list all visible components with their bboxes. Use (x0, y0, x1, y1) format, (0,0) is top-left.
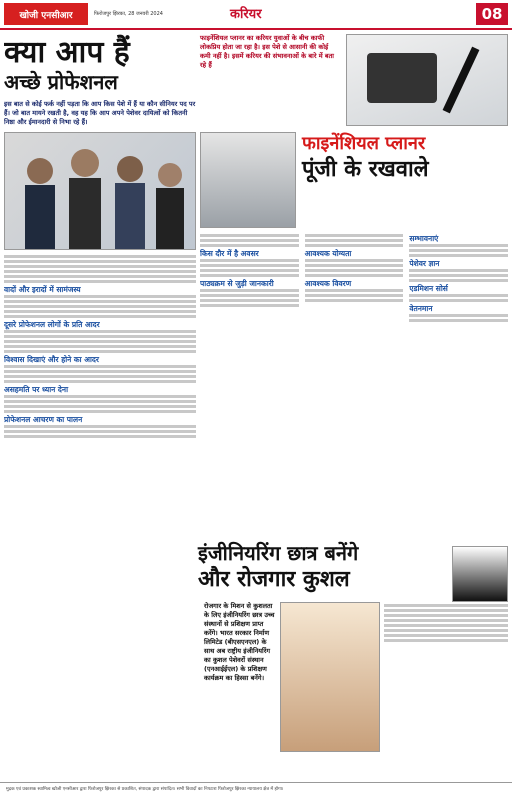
article1-deck: इस बात से कोई फर्क नहीं पड़ता कि आप किस पेशे में हैं या कौन सीनियर पद पर हैं। जो बात मायने रखती है, वह यह कि आप अपने पेशेवर दायित्वों को कितनी निष्ठा और ईमानदारी से निभा रहे हैं। (4, 100, 196, 126)
dateline: फिरोजपुर झिरका, 28 जनवरी 2024 (94, 10, 163, 17)
article3-deck: रोजगार के मिशन से कुशलता के लिए इंजीनियरिंग छात्र उच्च संस्थानों से प्रशिक्षण प्राप्त करेंगे। भारत सरकार निर्माण लिमिटेड (बीएसएनएल) के साथ अब राष्ट्रीय इंजीनियरिंग का कुशल पेशेवरों संस्थान (एनआईईएल) के प्रशिक्षण कार्यक्रम का हिस्सा बनेंगे। (204, 602, 275, 682)
article1-subhead: दूसरे प्रोफेशनल लोगों के प्रति आदर (4, 320, 100, 329)
article2-subhead: वेतनमान (409, 304, 433, 313)
footer-imprint: मुद्रक एवं प्रकाशक स्वामित्व खोजी एनसीआर द्वारा फिरोजपुर झिरका से प्रकाशित, संपादक द्वारा संपादित। सभी विवादों का निपटारा फिरोजपुर झिरका न्यायालय क्षेत्र में होगा। (0, 782, 512, 800)
article-financial-planner (200, 34, 508, 532)
article1-subhead: असहमति पर ध्यान देना (4, 385, 69, 394)
article2-kicker: फाइनेंशियल प्लानर का करियर युवाओं के बीच काफी लोकप्रिय होता जा रहा है। इस पेशे से आसानी की कोई कमी नहीं है। इसमें करियर की संभावनाओं के बारे में बता रहे हैं (200, 34, 334, 69)
article1-title-line2: अच्छे प्रोफेशनल (4, 70, 118, 94)
article1-subhead: विश्वास दिखाएं और होने का आदर (4, 355, 99, 364)
article2-subhead: आवश्यक विवरण (304, 279, 352, 288)
article2-subhead: आवश्यक योग्यता (304, 249, 352, 258)
pen-icon (443, 47, 480, 114)
article3-title-line2: और रोजगार कुशल (198, 567, 350, 592)
people-illustration (5, 133, 195, 249)
page-number: 08 (476, 3, 508, 25)
article3-body (384, 602, 508, 772)
article2-subhead: पेशेवर ज्ञान (409, 259, 440, 268)
graduate-photo (452, 546, 508, 602)
brand-logo: खोजी एनसीआर (4, 3, 88, 25)
article2-subhead: सम्भावनाएं (409, 234, 439, 243)
calculator-photo (346, 34, 508, 126)
article3-title-line1: इंजीनियरिंग छात्र बनेंगे (198, 541, 359, 565)
section-title: करियर (230, 7, 262, 22)
article1-subhead: प्रोफेशनल आचरण का पालन (4, 415, 83, 424)
article2-title-line1: फाइनेंशियल प्लानर (302, 133, 426, 154)
article2-subhead: एडमिशन सोर्स (409, 284, 448, 293)
article1-subhead: वादों और इरादों में सामंजस्य (4, 285, 81, 294)
article2-body (200, 232, 508, 532)
professionals-photo (4, 132, 196, 250)
student-photo (280, 602, 380, 752)
calculator-icon (367, 53, 437, 103)
article2-title-line2: पूंजी के रखवाले (302, 157, 429, 182)
masthead (0, 0, 512, 30)
article1-body (4, 255, 196, 438)
article2-subhead: किस दौर में है अवसर (200, 249, 259, 258)
businessman-photo (200, 132, 296, 228)
article-engineering (4, 540, 508, 778)
article1-title-line1: क्या आप हैं (4, 35, 130, 70)
article2-subhead: पाठ्यक्रम से जुड़ी जानकारी (200, 279, 274, 288)
